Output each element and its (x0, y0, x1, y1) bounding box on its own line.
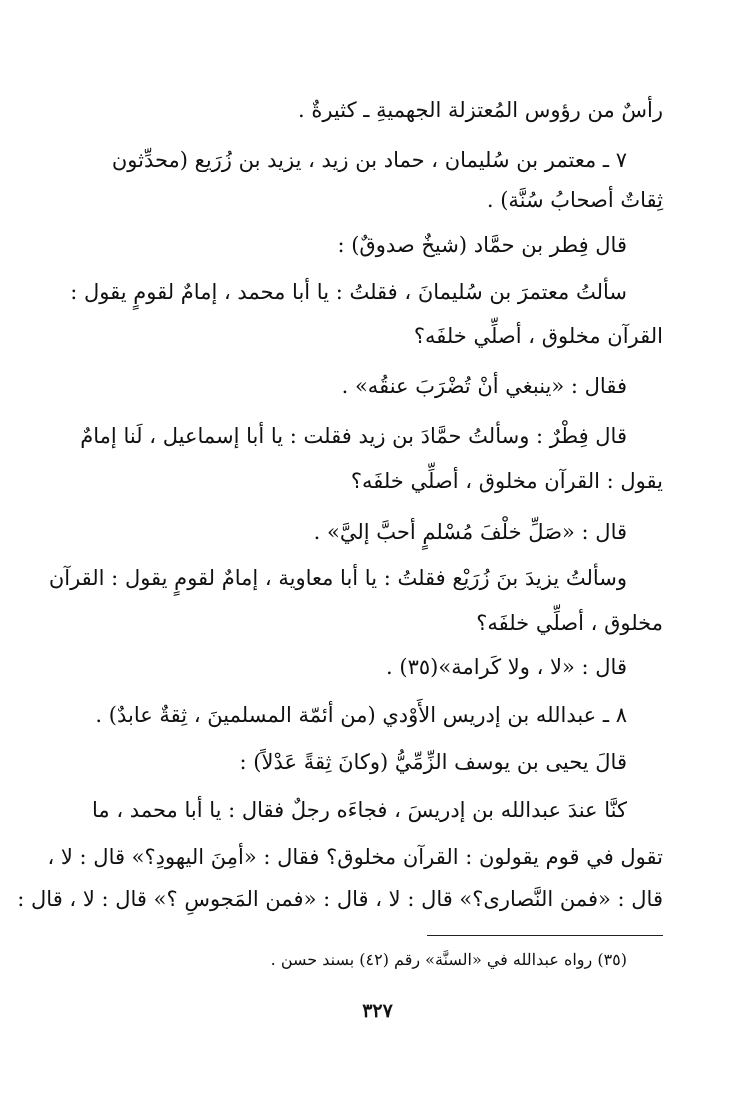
page-number: ٣٢٧ (362, 1000, 393, 1022)
text-line-9: يقول : القرآن مخلوق ، أصلِّي خلفَه؟ (350, 469, 663, 493)
text-line-8: قال فِطْرٌ : وسألتُ حمَّادَ بن زيد فقلت : يا أبا إسماعيل ، لَنا إمامٌ (80, 424, 627, 448)
text-line-7: فقال : «ينبغي أنْ تُضْرَبَ عنقُه» . (341, 374, 627, 398)
text-line-1: رأسٌ من رؤوس المُعتزلة الجهميةِ ـ كثيرةٌ . (297, 98, 663, 122)
text-line-4: قال فِطر بن حمَّاد (شيخٌ صدوقٌ) : (337, 233, 627, 257)
text-line-6: القرآن مخلوق ، أصلِّي خلفَه؟ (413, 324, 663, 348)
text-line-14-narrator-8: ٨ ـ عبدالله بن إدريس الأَوْدي (من أئمّة المسلمينَ ، ثِقةٌ عابدٌ) . (95, 703, 627, 727)
text-line-15: قالَ يحيى بن يوسف الزِّمِّيُّ (وكانَ ثِقةً عَدْلاً) : (239, 750, 627, 774)
text-line-10: قال : «صَلِّ خلْفَ مُسْلمٍ أحبَّ إليَّ» . (313, 520, 627, 544)
text-line-2-narrator-7: ٧ ـ معتمر بن سُليمان ، حماد بن زيد ، يزيد بن زُرَيع (محدِّثون (111, 148, 627, 172)
text-line-3: ثِقاتٌ أصحابُ سُنَّة) . (486, 188, 663, 212)
text-line-18: قال : «فمن النَّصارى؟» قال : لا ، قال : «فمن المَجوسِ ؟» قال : لا ، قال : (17, 887, 663, 911)
text-line-12: مخلوق ، أصلِّي خلفَه؟ (476, 611, 663, 635)
text-line-16: كنَّا عندَ عبدالله بن إدريسَ ، فجاءَه رجلٌ فقال : يا أبا محمد ، ما (92, 798, 627, 822)
text-line-17: تقول في قوم يقولون : القرآن مخلوق؟ فقال : «أمِنَ اليهودِ؟» قال : لا ، (47, 845, 663, 869)
text-line-11: وسألتُ يزيدَ بنَ زُرَيْع فقلتُ : يا أبا معاوية ، إمامٌ لقومٍ يقول : القرآن (48, 566, 627, 590)
footnote-35: (٣٥) رواه عبدالله في «السنَّة» رقم (٤٢) بسند حسن . (270, 950, 627, 969)
text-line-5: سألتُ معتمرَ بن سُليمانَ ، فقلتُ : يا أبا محمد ، إمامٌ لقومٍ يقول : (70, 280, 627, 304)
footnote-separator (427, 935, 663, 936)
text-line-13: قال : «لا ، ولا كَرامة»(٣٥) . (386, 655, 627, 679)
